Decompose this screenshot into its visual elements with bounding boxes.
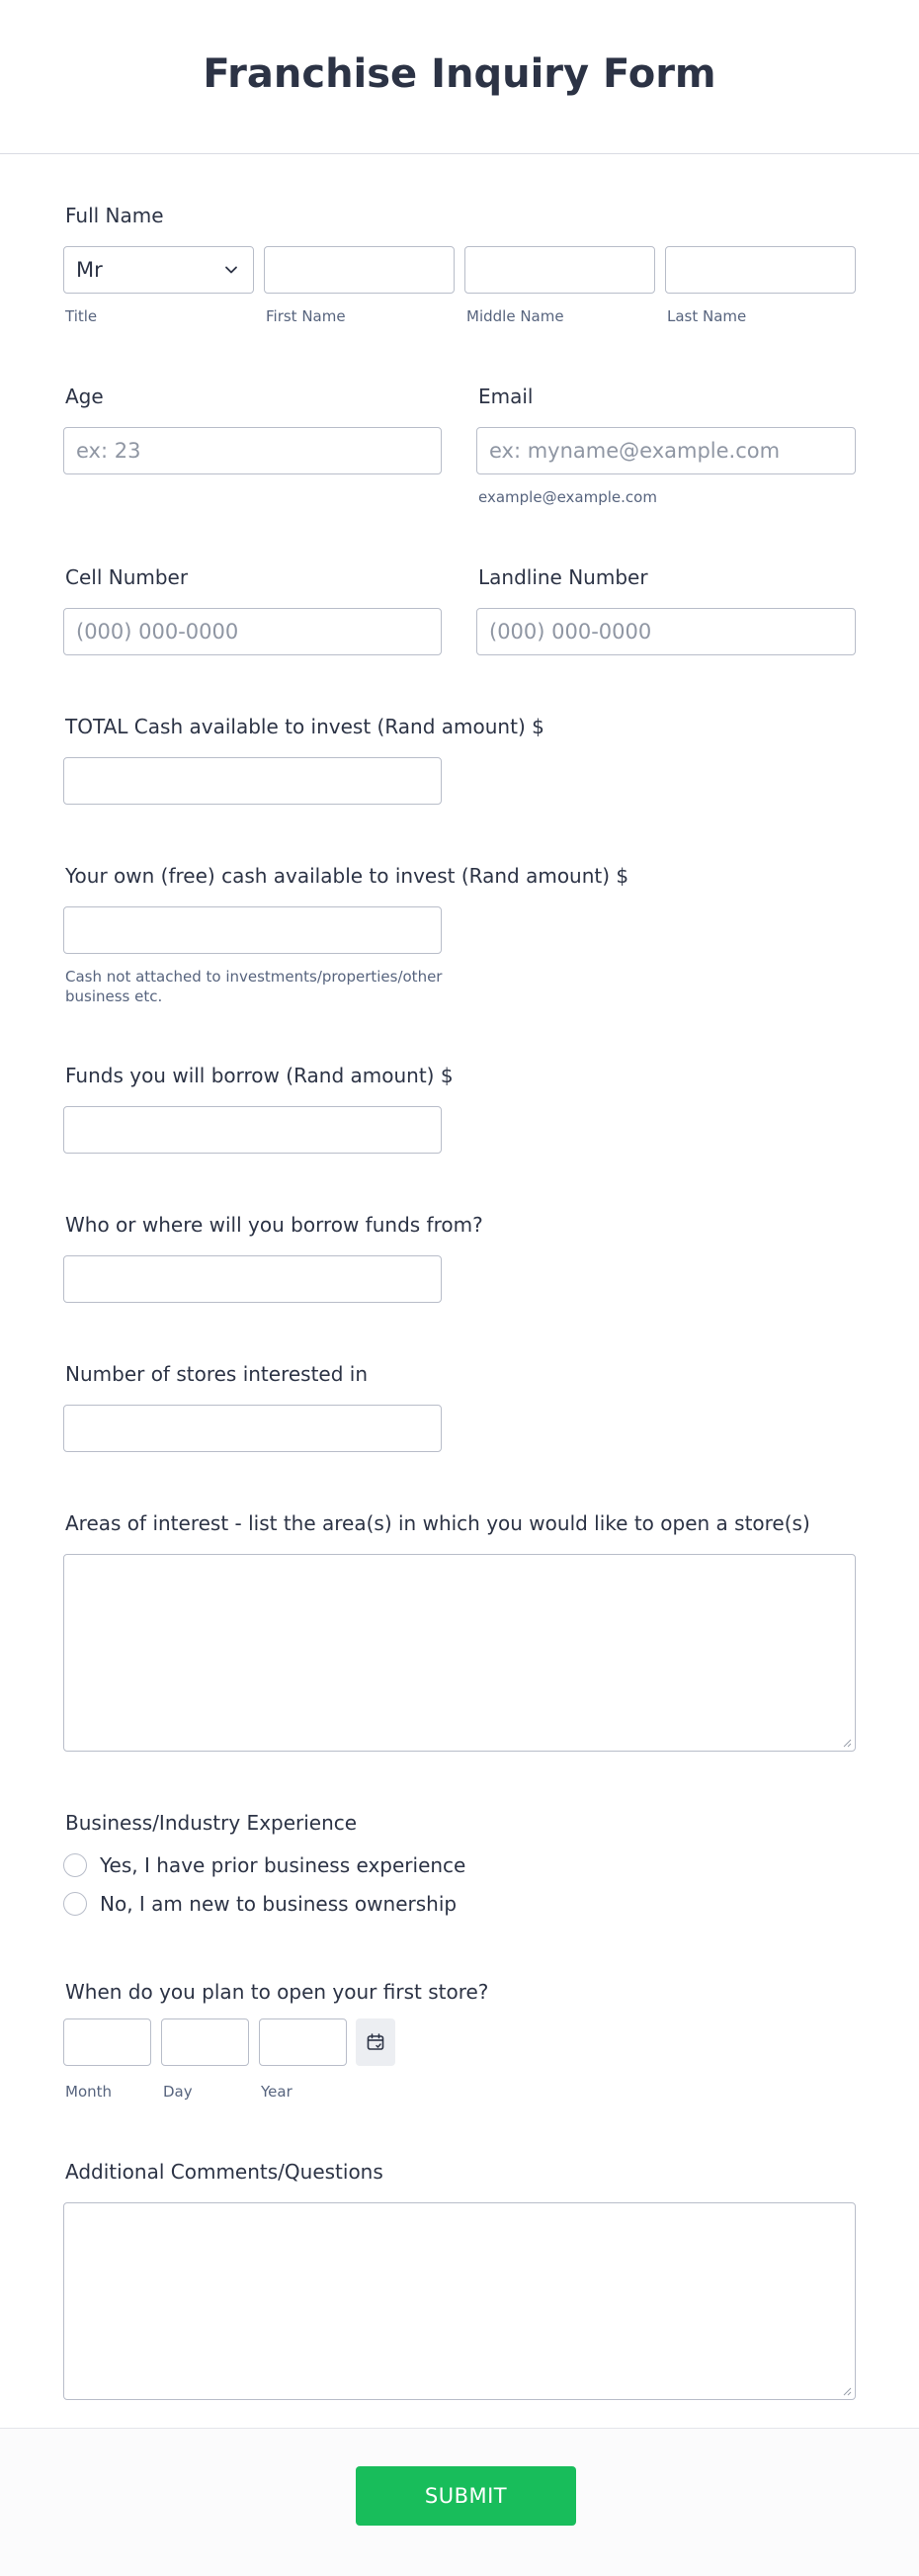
chevron-down-icon [221,260,241,280]
radio-button[interactable] [63,1892,87,1916]
radio-button[interactable] [63,1853,87,1877]
areas-textarea[interactable] [63,1554,856,1752]
title-select[interactable] [63,246,254,294]
month-sublabel: Month [65,2083,113,2101]
free-cash-sublabel-line1: Cash not attached to investments/properties/other [65,968,443,986]
title-select-value: Mr [76,258,103,282]
stores-input[interactable] [63,1405,442,1452]
middle-name-sublabel: Middle Name [466,307,564,325]
form-title: Franchise Inquiry Form [203,51,716,97]
calendar-icon [366,2032,385,2052]
email-sublabel: example@example.com [478,488,657,506]
experience-option-yes-label: Yes, I have prior business experience [100,1853,466,1877]
submit-button[interactable]: SUBMIT [356,2466,576,2526]
borrow-label: Funds you will borrow (Rand amount) $ [65,1064,454,1087]
free-cash-input[interactable] [63,906,442,954]
last-name-input[interactable] [665,246,856,294]
borrow-input[interactable] [63,1106,442,1154]
first-name-input[interactable] [264,246,455,294]
stores-label: Number of stores interested in [65,1362,369,1386]
day-input[interactable] [161,2018,249,2066]
free-cash-sublabel-line2: business etc. [65,987,163,1005]
full-name-label: Full Name [65,204,164,227]
total-cash-input[interactable] [63,757,442,805]
age-label: Age [65,385,104,408]
comments-textarea[interactable] [63,2202,856,2400]
total-cash-label: TOTAL Cash available to invest (Rand amount) $ [65,715,544,738]
borrow-from-input[interactable] [63,1255,442,1303]
form-header [0,0,919,154]
first-name-sublabel: First Name [266,307,346,325]
landline-number-label: Landline Number [478,565,648,589]
cell-number-input[interactable]: (000) 000-0000 [63,608,442,655]
open-date-label: When do you plan to open your first store? [65,1980,489,2004]
email-label: Email [478,385,534,408]
last-name-sublabel: Last Name [667,307,747,325]
free-cash-label: Your own (free) cash available to invest (Rand amount) $ [65,864,629,888]
cell-number-label: Cell Number [65,565,189,589]
year-input[interactable] [259,2018,347,2066]
areas-label: Areas of interest - list the area(s) in which you would like to open a store(s) [65,1511,810,1535]
landline-number-input[interactable]: (000) 000-0000 [476,608,856,655]
form-footer [0,2428,919,2576]
experience-label: Business/Industry Experience [65,1811,358,1835]
experience-option-no-label: No, I am new to business ownership [100,1892,458,1916]
email-input[interactable]: ex: myname@example.com [476,427,856,474]
day-sublabel: Day [163,2083,193,2101]
title-sublabel: Title [65,307,98,325]
middle-name-input[interactable] [464,246,655,294]
month-input[interactable] [63,2018,151,2066]
calendar-button[interactable] [356,2018,395,2066]
age-input[interactable]: ex: 23 [63,427,442,474]
resize-handle-icon[interactable] [842,1738,852,1748]
resize-handle-icon[interactable] [842,2386,852,2396]
comments-label: Additional Comments/Questions [65,2160,383,2184]
year-sublabel: Year [261,2083,292,2101]
borrow-from-label: Who or where will you borrow funds from? [65,1213,483,1237]
